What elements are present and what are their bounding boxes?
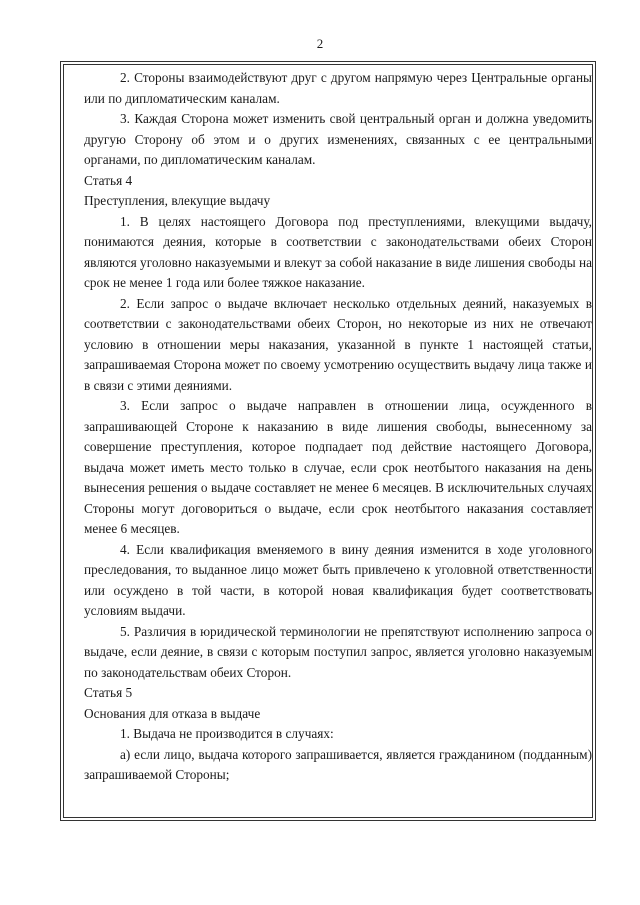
article-5-number: Статья 5: [84, 685, 133, 700]
article-4-paragraph-1: 1. В целях настоящего Договора под преступлениями, влекущими выдачу, понимаются деяния, которые в соответствии с законодательствами обеих Сторон являются уголовно наказуемыми и влекут за собой наказание в виде лишения свободы на срок не менее 1 года или более тяжкое наказание.: [84, 213, 592, 290]
article-4-paragraph-5: 5. Различия в юридической терминологии не препятствуют исполнению запроса о выдаче, если деяние, в связи с которым поступил запрос, является уголовно наказуемым по законодательствам обеих Сторон.: [84, 623, 592, 680]
article-5-title: Основания для отказа в выдаче: [84, 705, 261, 721]
paragraph-intro-3: 3. Каждая Сторона может изменить свой центральный орган и должна уведомить другую Сторону об этом и о других изменениях, связанных с ее центральными органами, по дипломатическим каналам.: [84, 111, 592, 167]
article-5-item-a: а) если лицо, выдача которого запрашивается, является гражданином (подданным) запрашиваемой Стороны;: [84, 746, 592, 782]
article-4-paragraph-2: 2. Если запрос о выдаче включает несколько отдельных деяний, наказуемых в соответствии с законодательствами обеих Сторон, но некоторые из них не отвечают условию в отношении меры наказания, указанной в пункте 1 настоящей статьи, запрашиваемая Сторона может по своему усмотрению осуществить выдачу лица также и в связи с этими деяниями.: [84, 295, 592, 393]
paragraph-intro-2: 2. Стороны взаимодействуют друг с другом напрямую через Центральные органы или по дипломатическим каналам.: [84, 70, 592, 106]
article-4-paragraph-3: 3. Если запрос о выдаче направлен в отношении лица, осужденного в запрашивающей Стороне к наказанию в виде лишения свободы, вынесенному за совершение преступления, которое подпадает под действие настоящего Договора, выдача может иметь место только в случае, если срок неотбытого наказания на день вынесения решения о выдаче составляет не менее 6 месяцев. В исключительных случаях Стороны могут договориться о выдаче, если срок неотбытого наказания составляет менее 6 месяцев.: [84, 398, 592, 536]
article-5-paragraph-1: 1. Выдача не производится в случаях:: [120, 726, 334, 741]
article-4-paragraph-4: 4. Если квалификация вменяемого в вину деяния изменится в ходе уголовного преследования, то выданное лицо может быть привлечено к уголовной ответственности или осуждено в той части, в которой новая квалификация будет соответствовать условиям выдачи.: [84, 541, 592, 618]
article-4-title: Преступления, влекущие выдачу: [84, 193, 271, 208]
article-4-number: Статья 4: [84, 172, 133, 188]
document-body: [84, 68, 592, 786]
page-number: 2: [316, 36, 324, 51]
